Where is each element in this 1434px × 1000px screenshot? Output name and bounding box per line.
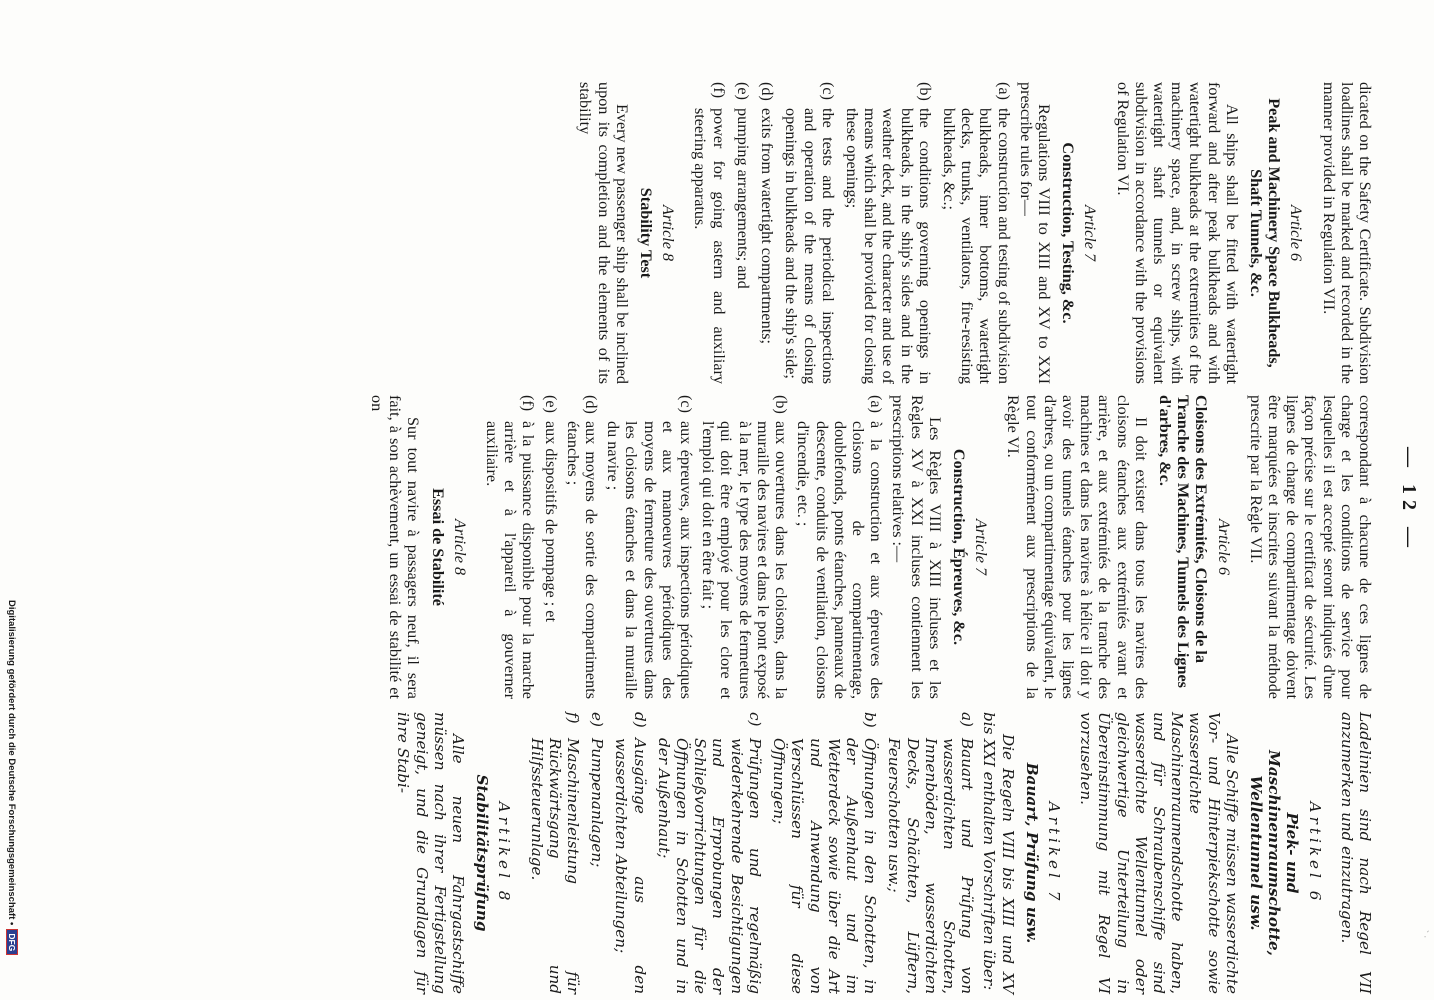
- german-article-6-heading: Piek- und Maschinenraumschotte, Wellentunnel usw.: [1246, 750, 1302, 956]
- item-text: the conditions governing openings in bulkheads, in the ship's sides and in the weather deck, and the character and use of means which shall be provided for closing these openings;: [842, 108, 934, 384]
- english-article-6-heading: Peak and Machinery Space Bulkheads, Shaft Tunnels, &c.: [1246, 98, 1284, 368]
- item-text: Maschinenleistung für Rückwärtsgang und Hilfssteuerunlage.: [527, 738, 583, 994]
- item-label: c): [745, 712, 764, 727]
- item-text: the construction and testing of subdivision bulkheads, inner bottoms, watertight decks, trunks, ventilators, fire-resisting bulkheads, &c.;: [939, 108, 1013, 384]
- french-article-7-title: Article 7: [972, 518, 991, 576]
- english-article-7-heading: Construction, Testing, &c.: [1059, 142, 1078, 324]
- french-article-7-heading: Construction, Épreuves, &c.: [949, 448, 968, 646]
- item-label: (e): [733, 82, 752, 100]
- french-intro: correspondant à chacune de ces lignes de charge et les conditions de service pour lesquelles il est accepté seront indiqués d'une façon précise sur le certificat de sécurité. Les lignes de charge de compartimentage doivent être marquées et inscrites suivant la méthode prescrite par la Règle VII.: [1246, 395, 1374, 699]
- list-item: [843, 82, 934, 384]
- german-article-8-heading: Stabilitätsprüfung: [473, 774, 492, 932]
- item-text: aux ouvertures dans les cloisons, dans la muraille des navires et dans le pont exposé à la mer, le type des moyens de fermetures qui doit être employé pour les clore et l'emploi qui doit en être fait ;: [699, 421, 791, 699]
- list-item: [691, 82, 727, 384]
- french-article-7-text: Les Règles VIII à XIII incluses et les Règles XV à XXI incluses contiennent les prescriptions relatives :—: [889, 395, 944, 699]
- german-article-8-text: Alle neuen Fahrgastschiffe müssen nach ihrer Fertigstellung geneigt, und die Grundlagen für ihre Stabi-: [394, 712, 468, 994]
- list-item: [541, 395, 559, 699]
- item-label: (c): [677, 395, 696, 413]
- list-item: [588, 712, 606, 994]
- item-text: aux moyens de sortie des compartiments étanches ;: [563, 421, 601, 699]
- list-item: [794, 395, 885, 699]
- english-article-8-title: Article 8: [659, 204, 678, 262]
- item-text: à la puissance disponible pour la marche arrière et à l'appareil à gouverner auxiliaire.: [483, 421, 538, 699]
- german-article-7-text: Die Regeln VIII bis XIII und XV bis XXI enthalten Vorschriften über:: [980, 712, 1017, 994]
- item-label: (f): [519, 395, 538, 412]
- german-intro: Ladelinien sind nach Regel VII anzumerken und einzutragen.: [1337, 712, 1374, 994]
- item-text: Prüfungen und regelmäßig wiederkehrende Besichtigungen und Erprobungen der Schließvorrichtungen für die Öffnungen in Schotten und in der Außenhaut;: [654, 738, 764, 994]
- item-text: Öffnungen in den Schotten, in der Außenhaut und im Wetterdeck sowie über die Art und Anwendung von Verschlüssen für diese Öffnungen;: [770, 738, 880, 994]
- list-item: [527, 712, 582, 994]
- item-text: the tests and the periodical inspections and operation of the means of closing openings in bulkheads and the ship's side;: [782, 108, 837, 384]
- list-item: [483, 395, 538, 699]
- item-text: exits from watertight compartments;: [758, 108, 777, 345]
- item-text: power for going astern and auxiliary steering apparatus.: [691, 108, 728, 384]
- english-column: [572, 82, 1374, 384]
- german-column: [390, 712, 1374, 994]
- scan-marks: ` ·: [1420, 930, 1430, 939]
- list-item: [612, 712, 648, 994]
- list-item: [940, 82, 1013, 384]
- english-article-7-title: Article 7: [1081, 204, 1100, 262]
- list-item: [564, 395, 600, 699]
- french-article-8-text: Sur tout navire à passagers neuf, il sera fait, à son achèvement, un essai de stabilité et on: [368, 395, 423, 699]
- item-text: Pumpenanlagen;: [588, 738, 607, 868]
- item-label: (b): [915, 82, 934, 101]
- item-label: a): [958, 712, 977, 727]
- french-article-6-heading: Cloisons des Extrémités, Cloisons de la Tranche des Machines, Tunnels des Lignes d'arbres, &c.: [1155, 395, 1211, 688]
- digitization-footer: [6, 600, 18, 1000]
- german-article-8-title: Artikel 8: [495, 801, 514, 905]
- list-item: [885, 712, 976, 994]
- item-label: f): [564, 712, 583, 724]
- german-article-6-title: Artikel 6: [1305, 801, 1324, 905]
- item-label: (d): [582, 395, 601, 414]
- list-item: [655, 712, 764, 994]
- list-item: [734, 82, 752, 384]
- footer-text: Digitalisierung gefördert durch die Deutsche Forschungsgemeinschaft •: [6, 600, 18, 926]
- french-column: [364, 395, 1374, 699]
- english-article-8-heading: Stability Test: [637, 187, 656, 279]
- english-article-6-title: Article 6: [1287, 204, 1306, 262]
- item-label: b): [861, 712, 880, 728]
- item-text: aux épreuves, aux inspections périodiques et aux manoeuvres périodiques des moyens de fermeture des ouvertures dans les cloisons étanches et dans la muraille du navire ;: [604, 421, 696, 699]
- page-number: — 12 —: [1398, 447, 1420, 553]
- dfg-logo: DFG: [6, 929, 18, 955]
- french-article-6-title: Article 6: [1214, 518, 1233, 576]
- german-article-7-heading: Bauart, Prüfung usw.: [1022, 762, 1041, 944]
- french-article-6-text: Il doit exister dans tous les navires des cloisons étanches aux extrémités avant et arrière, et aux extrémités de la tranche des machines et dans les navires à hélice il doit y avoir des tunnels étanches pour les lignes d'arbres, ou un compartimentage équivalent, le tout conformément aux prescriptions de la Règle VI.: [1004, 395, 1150, 699]
- french-article-8-heading: Essai de Stabilité: [428, 488, 447, 606]
- item-label: e): [588, 712, 607, 727]
- item-label: (a): [867, 395, 886, 413]
- english-article-8-text: Every new passenger ship shall be inclined upon its completion and the elements of its stability: [576, 82, 631, 384]
- item-label: d): [630, 712, 649, 728]
- item-text: Bauart und Prüfung von wasserdichten Schotten, Innenböden, wasserdichten Decks, Schächten, Lüftern, Feuerschotten usw.;: [885, 738, 977, 994]
- list-item: [699, 395, 790, 699]
- item-text: à la construction et aux épreuves des cloisons de compartimentage, doublefonds, ponts étanches, panneaux de descente, conduits de ventilation, cloisons d'incendie, etc. ;: [794, 421, 886, 699]
- english-article-7-text: Regulations VIII to XIII and XV to XXI prescribe rules for—: [1016, 82, 1053, 384]
- english-article-6-text: All ships shall be fitted with watertight forward and after peak bulkheads and with watertight bulkheads at the extremities of the machinery space, and, in screw ships, with watertight shaft tunnels or equivalent subdivision in accordance with the provisions of Regulation VI.: [1113, 82, 1241, 384]
- english-intro: dicated on the Safety Certificate. Subdivision loadlines shall be marked and recorded in the manner provided in Regulation VII.: [1319, 82, 1374, 384]
- french-article-8-title: Article 8: [450, 518, 469, 576]
- item-label: (d): [758, 82, 777, 101]
- german-article-6-text: Alle Schiffe müssen wasserdichte Vor- und Hinterpiekschotte sowie wasserdichte Maschinenraumendschotte haben, und für Schraubenschiffe sind wasserdichte Wellentunnel oder gleichwertige Unterteilung in Übereinstimmung mit Regel VI vorzusehen.: [1077, 712, 1241, 994]
- item-label: (b): [772, 395, 791, 414]
- item-label: (a): [994, 82, 1013, 100]
- list-item: [770, 712, 879, 994]
- item-text: aux dispositifs de pompage ; et: [541, 421, 560, 622]
- item-text: pumping arrangements; and: [733, 108, 752, 289]
- item-label: (f): [709, 82, 728, 99]
- german-article-7-title: Artikel 7: [1044, 801, 1063, 905]
- item-label: (c): [818, 82, 837, 100]
- item-label: (e): [541, 395, 560, 413]
- item-text: Ausgänge aus den wasserdichten Abteilungen;: [612, 738, 649, 994]
- list-item: [604, 395, 695, 699]
- list-item: [782, 82, 837, 384]
- list-item: [758, 82, 776, 384]
